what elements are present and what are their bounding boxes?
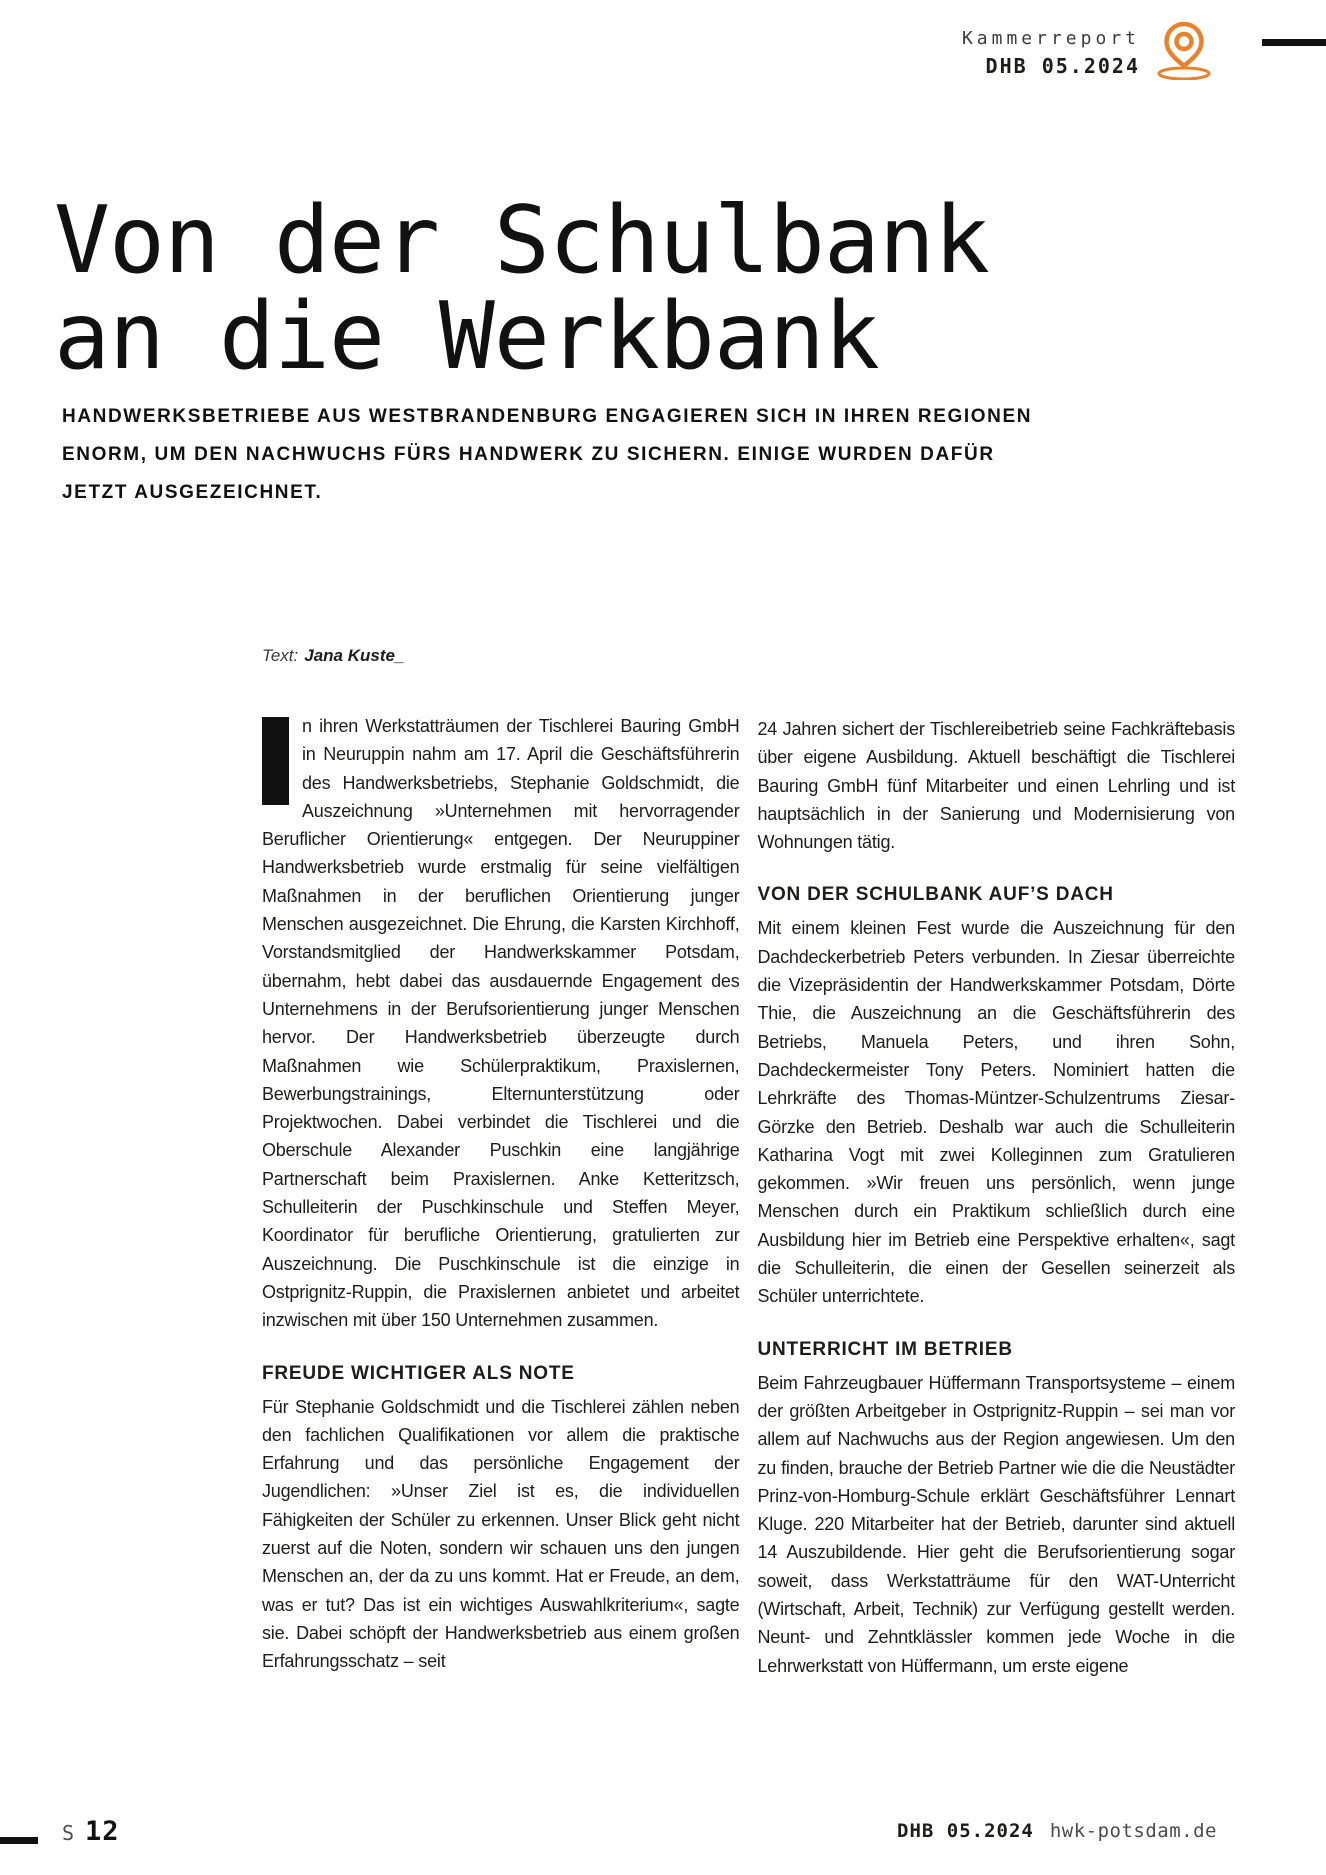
- footer-page-indicator: [62, 1816, 120, 1847]
- page-title: [54, 186, 989, 390]
- lead-paragraph: [62, 398, 1032, 512]
- page-title-line2: an die Werkbank: [54, 282, 879, 390]
- article-column-left: [262, 712, 740, 1680]
- byline-label: Text:: [262, 646, 299, 665]
- footer-issue-info: [897, 1820, 1217, 1842]
- lead-line: JETZT AUSGEZEICHNET.: [62, 482, 323, 503]
- paragraph: [262, 712, 740, 1335]
- byline: [262, 646, 404, 666]
- paragraph: Für Stephanie Goldschmidt und die Tischlerei zählen neben den fachlichen Qualifikationen vor allem die praktische Erfahrung und das persönliche Engagement der Jugendlichen: »Unser Ziel ist es, die individuellen Fähigkeiten der Schüler zu erkennen. Unser Blick geht nicht zuerst auf die Noten, sondern wir schauen uns den jungen Menschen an, der da zu uns kommt. Hat er Freude, an dem, was er tut? Das ist ein wichtiges Auswahlkriterium«, sagte sie. Dabei schöpft der Handwerksbetrieb aus einem großen Erfahrungsschatz – seit: [262, 1396, 740, 1672]
- kicker: [962, 28, 1140, 78]
- lead-line: ENORM, UM DEN NACHWUCHS FÜRS HANDWERK ZU SICHERN. EINIGE WURDEN DAFÜR: [62, 444, 995, 465]
- header-rule: [1262, 39, 1326, 46]
- footer-page-label: S: [62, 1821, 75, 1845]
- paragraph: Mit einem kleinen Fest wurde die Auszeichnung für den Dachdeckerbetrieb Peters verbunden. In Ziesar überreichte die Vizepräsidentin der Handwerkskammer Potsdam, Dörte Thie, die Auszeichnung an die Geschäftsführerin des Betriebs, Manuela Peters, und ihren Sohn, Dachdeckermeister Tony Peters. Nominiert hatten die Lehrkräfte des Thomas-Müntzer-Schulzentrums Ziesar-Görzke den Betrieb. Deshalb war auch die Schulleiterin Katharina Vogt mit zwei Kolleginnen zum Gratulieren gekommen. »Wir freuen uns persönlich, wenn junge Menschen durch ein Praktikum schließlich durch eine Ausbildung hier im Betrieb eine Perspektive erhalten«, sagt die Schulleiterin, die einen der Gesellen seinerzeit als Schüler unterrichtete.: [757, 918, 1235, 1307]
- section-heading: VON DER SCHULBANK AUF’S DACH: [757, 884, 1114, 906]
- footer-issue: DHB 05.2024: [897, 1820, 1034, 1842]
- page-title-line1: Von der Schulbank: [54, 186, 989, 294]
- paragraph-text: n ihren Werkstatträumen der Tischlerei Bauring GmbH in Neuruppin nahm am 17. April die Geschäftsführerin des Handwerksbetriebs, Stephanie Goldschmidt, die Auszeichnung »Unternehmen mit hervorragender Beruflicher Orientierung« entgegen. Der Neuruppiner Handwerksbetrieb wurde erstmalig für seine vielfältigen Maßnahmen in der beruflichen Orientierung junger Menschen ausgezeichnet. Die Ehrung, die Karsten Kirchhoff, Vorstandsmitglied der Handwerkskammer Potsdam, übernahm, hebt dabei das ausdauernde Engagement des Unternehmens in der Berufsorientierung junger Menschen hervor. Der Handwerksbetrieb überzeugte durch Maßnahmen wie Schülerpraktikum, Praxislernen, Bewerbungstrainings, Elternunterstützung oder Projektwochen. Dabei verbindet die Tischlerei und die Oberschule Alexander Puschkin eine langjährige Partnerschaft beim Praxislernen. Anke Ketteritzsch, Schulleiterin der Puschkinschule und Steffen Meyer, Koordinator für berufliche Orientierung, gratulierten zur Auszeichnung. Die Puschkinschule ist die einzige in Ostprignitz-Ruppin, die Praxislernen anbietet und arbeitet inzwischen mit über 150 Unternehmen zusammen.: [262, 716, 740, 1331]
- lead-line: HANDWERKSBETRIEBE AUS WESTBRANDENBURG ENGAGIEREN SICH IN IHREN REGIONEN: [62, 406, 1033, 427]
- byline-author: Jana Kuste_: [304, 646, 405, 665]
- section-heading: UNTERRICHT IM BETRIEB: [757, 1338, 1013, 1360]
- drop-cap: [262, 717, 289, 805]
- paragraph: 24 Jahren sichert der Tischlereibetrieb seine Fachkräftebasis über eigene Ausbildung. Aktuell beschäftigt die Tischlerei Bauring GmbH fünf Mitarbeiter und einen Lehrling und ist hauptsächlich in der Sanierung und Modernisierung von Wohnungen tätig.: [757, 719, 1235, 853]
- location-pin-icon: [1150, 20, 1218, 80]
- article-column-right: [758, 712, 1236, 1680]
- paragraph: Beim Fahrzeugbauer Hüffermann Transportsysteme – einem der größten Arbeitgeber in Ostprignitz-Ruppin – sei man vor allem auf Nachwuchs aus der Region angewiesen. Um den zu finden, brauche der Betrieb Partner wie die die Neustädter Prinz-von-Homburg-Schule erklärt Geschäftsführer Lennart Kluge. 220 Mitarbeiter hat der Betrieb, darunter sind aktuell 14 Auszubildende. Hier geht die Berufsorientierung sogar soweit, dass Werkstatträume für den WAT-Unterricht (Wirtschaft, Arbeit, Technik) zur Verfügung gestellt werden. Neunt- und Zehntklässler kommen jede Woche in die Lehrwerkstatt von Hüffermann, um erste eigene: [757, 1372, 1235, 1676]
- section-heading: FREUDE WICHTIGER ALS NOTE: [262, 1362, 575, 1384]
- footer-page-number: 12: [85, 1816, 120, 1847]
- kicker-issue: DHB 05.2024: [985, 54, 1140, 78]
- article-body: [262, 712, 1235, 1680]
- footer-rule: [0, 1837, 38, 1844]
- footer-website: hwk-potsdam.de: [1049, 1820, 1217, 1842]
- kicker-section: Kammerreport: [961, 28, 1140, 49]
